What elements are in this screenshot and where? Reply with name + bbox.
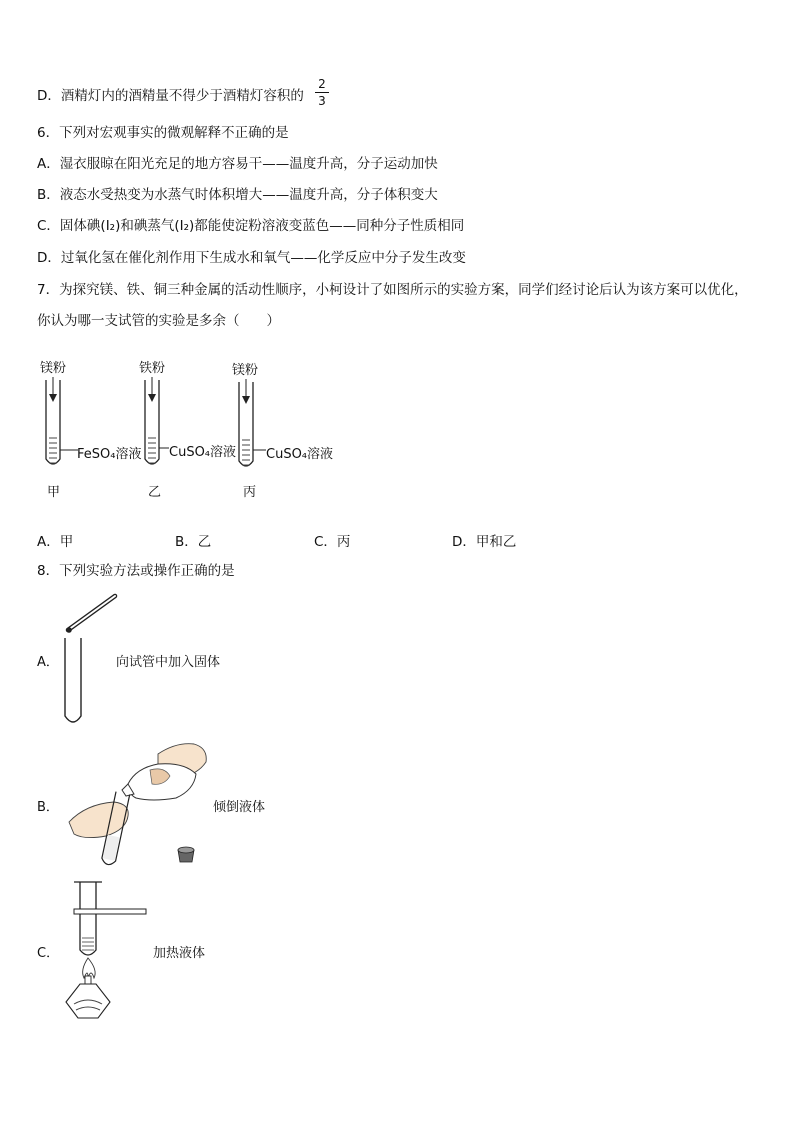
tube-adding-solid-figure (60, 592, 120, 732)
tube3-powder-label: 镁粉 (232, 363, 259, 378)
q8-option-c-caption: 加热液体 (153, 946, 206, 961)
fraction-numerator: 2 (318, 77, 326, 91)
test-tube-3-figure (233, 377, 263, 472)
q8-option-a-caption: 向试管中加入固体 (116, 655, 221, 670)
tube2-solution-label: CuSO₄溶液 (169, 445, 237, 460)
fraction-bar (315, 92, 329, 93)
tube2-powder-label: 铁粉 (139, 361, 166, 376)
q8-option-b-caption: 倾倒液体 (213, 800, 266, 815)
heating-liquid-figure (58, 878, 153, 1026)
q6-option-a: A．湿衣服晾在阳光充足的地方容易干——温度升高，分子运动加快 (37, 156, 438, 172)
test-tube-1-figure (40, 375, 70, 470)
q6-option-d: D．过氧化氢在催化剂作用下生成水和氧气——化学反应中分子发生改变 (37, 250, 466, 266)
tube1-solution-label: FeSO₄溶液 (77, 447, 142, 462)
q7-option-b: B．乙 (175, 534, 212, 550)
q7-stem-line1: 7．为探究镁、铁、铜三种金属的活动性顺序，小柯设计了如图所示的实验方案，同学们经讨论后认为该方案可以优化， (37, 282, 748, 298)
q5-option-d: D．酒精灯内的酒精量不得少于酒精灯容积的 (37, 88, 304, 104)
q7-option-d: D．甲和乙 (452, 534, 517, 550)
q7-stem-line2: 你认为哪一支试管的实验是多余（ ） (37, 313, 280, 329)
pouring-liquid-figure (66, 740, 211, 868)
q6-stem: 6．下列对宏观事实的微观解释不正确的是 (37, 125, 289, 141)
tube3-name: 丙 (243, 485, 257, 500)
tube1-name: 甲 (47, 485, 61, 500)
q6-option-c: C．固体碘(I₂)和碘蒸气(I₂)都能使淀粉溶液变蓝色——同种分子性质相同 (37, 218, 465, 234)
test-tube-2-figure (139, 375, 169, 470)
fraction-denominator: 3 (318, 94, 326, 108)
q7-option-c: C．丙 (314, 534, 351, 550)
tube1-powder-label: 镁粉 (40, 361, 67, 376)
q7-option-a: A．甲 (37, 534, 74, 550)
tube3-solution-label: CuSO₄溶液 (266, 447, 334, 462)
q8-option-a-letter: A． (37, 655, 59, 670)
q8-option-c-letter: C． (37, 946, 60, 961)
q8-option-b-letter: B． (37, 800, 59, 815)
tube2-name: 乙 (148, 485, 162, 500)
q8-stem: 8．下列实验方法或操作正确的是 (37, 563, 235, 579)
q6-option-b: B．液态水受热变为水蒸气时体积增大——温度升高，分子体积变大 (37, 187, 438, 203)
fraction-two-thirds (315, 77, 329, 108)
